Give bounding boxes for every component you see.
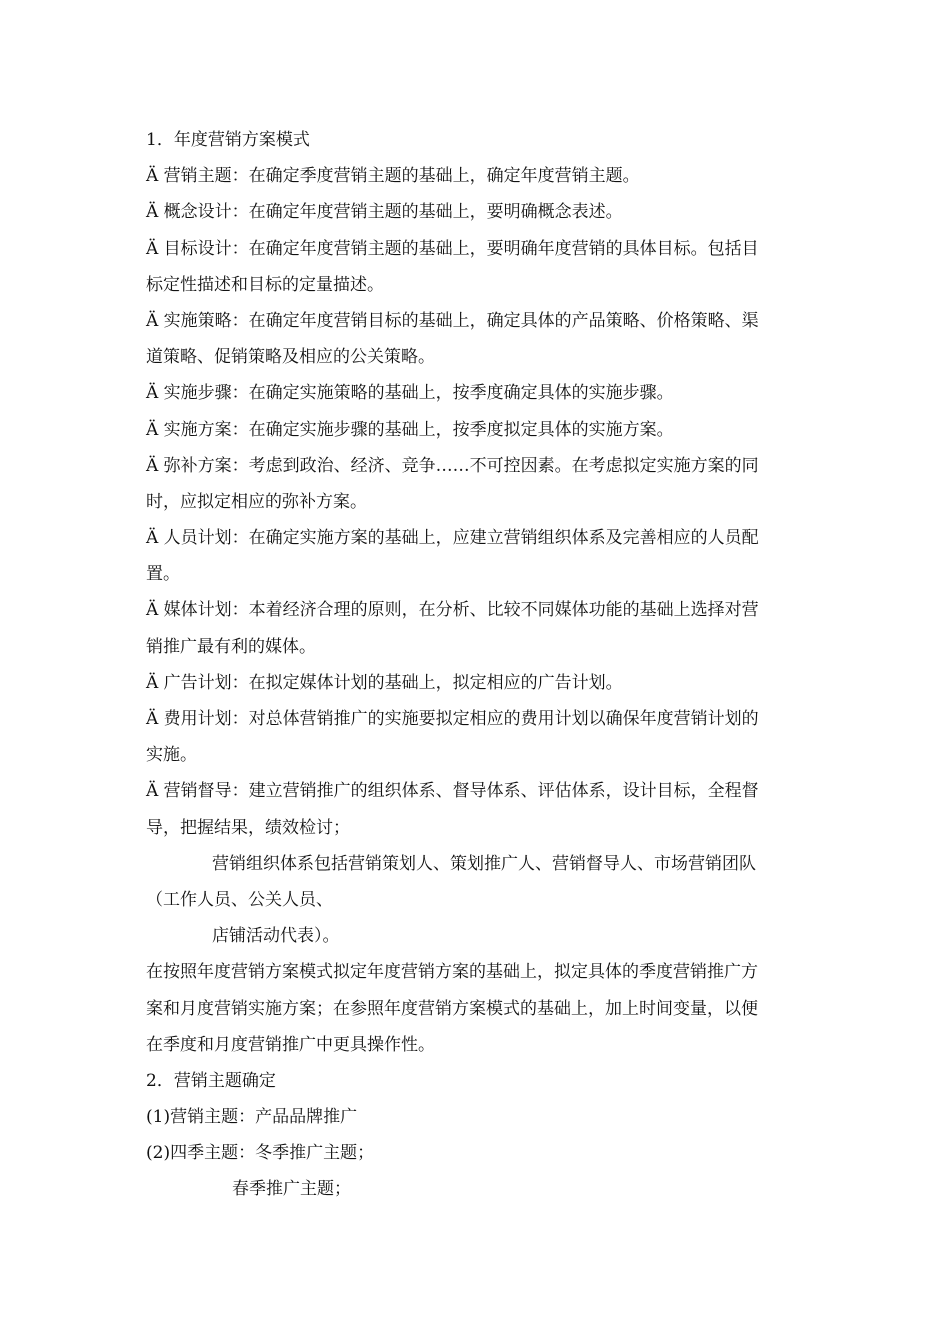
paragraph-line: 道策略、促销策略及相应的公关策略。 <box>146 347 435 368</box>
paragraph-line: Ä 媒体计划：本着经济合理的原则，在分析、比较不同媒体功能的基础上选择对营 <box>146 600 759 621</box>
paragraph-line: Ä 营销主题：在确定季度营销主题的基础上，确定年度营销主题。 <box>146 166 640 187</box>
paragraph-line: 实施。 <box>146 745 197 766</box>
paragraph-line: 时，应拟定相应的弥补方案。 <box>146 491 367 512</box>
paragraph-line: 置。 <box>146 564 180 585</box>
paragraph-line: 导，把握结果，绩效检讨； <box>146 817 350 838</box>
paragraph-line: Ä 实施策略：在确定年度营销目标的基础上，确定具体的产品策略、价格策略、渠 <box>146 310 759 331</box>
section-heading: 2．营销主题确定 <box>146 1070 276 1091</box>
paragraph-line: (1)营销主题：产品品牌推广 <box>146 1107 358 1128</box>
paragraph-line: Ä 实施方案：在确定实施步骤的基础上，按季度拟定具体的实施方案。 <box>146 419 674 440</box>
paragraph-line: Ä 概念设计：在确定年度营销主题的基础上，要明确概念表述。 <box>146 202 623 223</box>
paragraph-line-indented: 营销组织体系包括营销策划人、策划推广人、营销督导人、市场营销团队 <box>212 853 756 874</box>
paragraph-line: Ä 营销督导：建立营销推广的组织体系、督导体系、评估体系，设计目标，全程督 <box>146 781 759 802</box>
document-body <box>146 122 850 1208</box>
paragraph-line: Ä 弥补方案：考虑到政治、经济、竞争……不可控因素。在考虑拟定实施方案的同 <box>146 455 759 476</box>
paragraph-line: Ä 目标设计：在确定年度营销主题的基础上，要明确年度营销的具体目标。包括目 <box>146 238 759 259</box>
paragraph-line: 在季度和月度营销推广中更具操作性。 <box>146 1034 435 1055</box>
section-heading: 1．年度营销方案模式 <box>146 130 310 150</box>
paragraph-line: Ä 费用计划：对总体营销推广的实施要拟定相应的费用计划以确保年度营销计划的 <box>146 709 759 729</box>
paragraph-line: 销推广最有利的媒体。 <box>146 636 316 657</box>
paragraph-line: 标定性描述和目标的定量描述。 <box>146 274 384 295</box>
paragraph-line: Ä 实施步骤：在确定实施策略的基础上，按季度确定具体的实施步骤。 <box>146 383 674 404</box>
paragraph-line: 案和月度营销实施方案；在参照年度营销方案模式的基础上，加上时间变量，以便 <box>146 998 758 1019</box>
paragraph-line: 在按照年度营销方案模式拟定年度营销方案的基础上，拟定具体的季度营销推广方 <box>146 962 758 983</box>
paragraph-line: (2)四季主题：冬季推广主题； <box>146 1143 375 1164</box>
paragraph-line: （工作人员、公关人员、 <box>146 889 333 910</box>
paragraph-line-indented: 春季推广主题； <box>232 1179 351 1200</box>
paragraph-line-indented: 店铺活动代表）。 <box>212 926 340 947</box>
paragraph-line: Ä 人员计划：在确定实施方案的基础上，应建立营销组织体系及完善相应的人员配 <box>146 528 759 549</box>
paragraph-line: Ä 广告计划：在拟定媒体计划的基础上，拟定相应的广告计划。 <box>146 672 623 693</box>
